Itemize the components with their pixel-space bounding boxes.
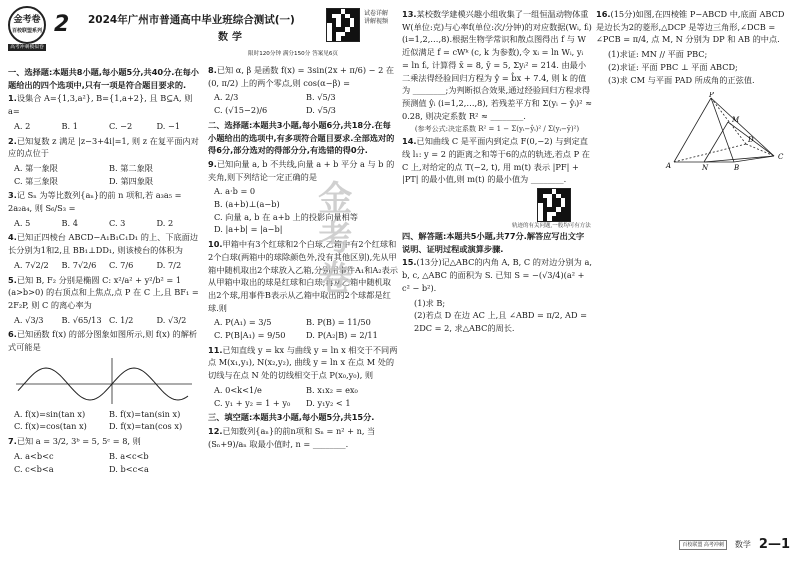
question-text: 已知数列{aₙ}的前n项和 Sₙ = n² + n, 当 (Sₙ+9)/aₙ 取最小值时, n = ________. [208, 425, 376, 449]
option-choice[interactable]: D. f(x)=tan(cos x) [109, 421, 183, 432]
question-number: 1. [8, 93, 17, 104]
question-number: 14. [402, 136, 417, 147]
logo [8, 6, 46, 44]
option-choice[interactable]: C. −2 [109, 120, 133, 131]
question [208, 344, 398, 382]
question [8, 135, 204, 160]
option-choice[interactable]: A. 第一象限 [14, 162, 58, 173]
column-1 [8, 64, 204, 477]
option-choice[interactable]: B. √5/3 [306, 92, 336, 103]
section-heading: 四、解答题:本题共5小题,共77分.解答应写出文字说明、证明过程或演算步骤. [402, 230, 585, 254]
figure-edge [711, 98, 734, 162]
vertex-label: C [778, 153, 784, 162]
options [14, 217, 204, 230]
question-text: (15分)如图,在四棱锥 P−ABCD 中,底面 ABCD 是边长为2的菱形,△DCP 是等边三角形,∠DCB = ∠PCB = π/4, 点 M, N 分别为 DP 和 AB 的中点. [596, 9, 785, 45]
option-choice[interactable]: D. 7/2 [156, 259, 182, 270]
option-choice[interactable]: C. (√15−2)/6 [214, 105, 268, 116]
vertex-label: D [748, 136, 754, 145]
options [14, 120, 204, 133]
question-number: 3. [8, 190, 17, 201]
question-text: 记 Sₙ 为等比数列{aₙ}的前 n 项和,若 a₃a₅ = 2a₂a₄, 则 S₆/S₃ = [8, 190, 182, 214]
option-choice[interactable]: C. 向量 a, b 在 a+b 上的投影向量相等 [214, 211, 358, 222]
subject-title: 数学 [218, 32, 246, 43]
qr-block [402, 188, 592, 228]
question-number: 6. [8, 329, 17, 340]
options [214, 316, 398, 341]
sub-question: (2)求证: 平面 PBC ⊥ 平面 ABCD; [608, 61, 738, 72]
exam-meta: 限时120分钟 满分150分 答案见6页 [248, 51, 339, 57]
logo-text: 金考卷 [13, 15, 41, 26]
question [208, 64, 398, 89]
option-choice[interactable]: C. f(x)=cos(tan x) [14, 421, 87, 432]
logo-subtext: 百校联盟系列 [11, 28, 42, 35]
question-number: 5. [8, 274, 17, 285]
question-number: 9. [208, 158, 217, 169]
option-choice[interactable]: B. f(x)=tan(sin x) [109, 408, 181, 419]
options [214, 91, 398, 116]
question-text: 已知 α, β 是函数 f(x) = 3sin(2x + π/6) − 2 在 (0, π/2) 上的两个零点,则 cos(α−β) = [208, 65, 395, 88]
question-text: 甲箱中有3个红球和2个白球,乙箱中有2个红球和2个白球(两箱中的球除颜色外,没有其他区别),先从甲箱中随机取出2个球放入乙箱,分别用事件A₁和A₂表示从甲箱中取出的球是红球和白球;再从乙箱中随机取出2个球,用事件B表示从乙箱中取出的2个球都是红球.则 [208, 239, 398, 313]
qr-note: 试卷详解 讲解视频 [364, 10, 389, 25]
option-choice[interactable]: D. 2 [156, 217, 174, 228]
question [8, 328, 204, 353]
question-text: 设集合 A={1,3,a²}, B={1,a+2}, 且 B⊆A, 则 a= [8, 93, 193, 117]
option-choice[interactable]: A. 5 [14, 217, 31, 228]
option-choice[interactable]: B. 1 [61, 120, 78, 131]
pyramid-figure [596, 92, 786, 172]
question-text: 已知曲线 C 是平面内到定点 F(0,−2) 与到定直线 l₁: y = 2 的距离之和等于6的点的轨迹,若点 P 在 C 上,对给定的点 T(−2, t), 用 m(t) 表示 |PF| + |PT| 的最小值,则 m(t) 的最小值为 ________. [402, 136, 590, 185]
question [208, 238, 398, 314]
seal-label: 高考冲刺模拟卷 [8, 44, 46, 51]
option-choice[interactable]: C. y₁ + y₂ = 1 + y₀ [214, 397, 291, 408]
question-number: 7. [8, 436, 17, 447]
footer-brand: 百校联盟 高考冲刺 [679, 540, 727, 550]
question-text: 已知直线 y = kx 与曲线 y = ln x 相交于不同两点 M(x₁,y₁), N(x₂,y₂), 曲线 y = ln x 在点 M 处的切线与在点 N 处的切线相交于点 P(x₀,y₀), 则 [208, 344, 398, 381]
question-number: 11. [208, 344, 223, 355]
page-header [8, 6, 398, 62]
question-number: 12. [208, 425, 223, 436]
option-choice[interactable]: D. P(A₂|B) = 2/11 [306, 330, 378, 341]
option-choice[interactable]: B. 7√2/6 [61, 259, 97, 270]
figure-edge [711, 98, 774, 156]
option-choice[interactable]: B. a<c<b [109, 450, 149, 461]
vertex-label: P [709, 92, 714, 100]
question-text: 已知函数 f(x) 的部分图象如图所示,则 f(x) 的解析式可能是 [8, 329, 198, 353]
section-heading: 一、选择题:本题共8小题,每小题5分,共40分.在每小题给出的四个选项中,只有一项是符合题目要求的. [8, 67, 199, 90]
option-choice[interactable]: D. b<c<a [109, 463, 149, 474]
vertex-label: B [734, 164, 740, 173]
option-choice[interactable]: D. 第四象限 [109, 175, 154, 186]
option-choice[interactable]: D. |a+b| = |a−b| [214, 224, 283, 235]
option-choice[interactable]: D. −1 [156, 120, 181, 131]
sub-question: (2)若点 D 在边 AC 上,且 ∠ABD = π/2, AD = 2DC = 2, 求△ABC的周长. [414, 310, 587, 333]
option-choice[interactable]: A. √3/3 [14, 314, 44, 325]
question-number: 8. [208, 65, 217, 75]
question-number: 13. [402, 9, 417, 19]
option-choice[interactable]: C. P(B|A₁) = 9/50 [214, 330, 286, 341]
options [14, 314, 204, 327]
option-choice[interactable]: A. a·b = 0 [214, 186, 256, 197]
vertex-label: N [702, 164, 709, 173]
option-choice[interactable]: D. y₁y₂ < 1 [306, 397, 351, 408]
question-number: 10. [208, 239, 223, 250]
question [596, 8, 794, 46]
options [14, 162, 204, 187]
figure-edge [674, 98, 711, 162]
options [214, 384, 398, 409]
options [14, 259, 204, 272]
question [402, 256, 592, 294]
section-heading: 三、填空题:本题共3小题,每小题5分,共15分. [208, 412, 375, 423]
formula-note: (参考公式:决定系数 R² = 1 − Σ(yᵢ−ŷᵢ)² / Σ(yᵢ−ȳ)²) [414, 125, 580, 134]
column-3 [402, 8, 592, 335]
page-number: 2—1 [758, 536, 790, 552]
question-number: 15. [402, 257, 417, 268]
question [208, 158, 398, 183]
qr-caption: 轨迹的有关问题,一般均可有方法 [512, 222, 591, 229]
question-text: 已知正四棱台 ABCD−A₁B₁C₁D₁ 的上、下底面边长分别为1和2,且 BB₁⊥DD₁, 则该棱台的体积为 [8, 232, 199, 256]
options [14, 408, 204, 433]
question-number: 2. [8, 135, 17, 146]
sub-question: (1)求证: MN // 平面 PBC; [608, 49, 708, 60]
qr-code-icon[interactable] [326, 8, 360, 42]
vertex-label: M [732, 116, 740, 125]
option-choice[interactable]: A. P(A₁) = 3/5 [214, 317, 272, 328]
function-graph [16, 356, 196, 406]
question [402, 135, 592, 186]
option-choice[interactable]: C. c<b<a [14, 463, 54, 474]
question-text: 某校数学建模兴趣小组收集了一组恒温动物体重W(单位:克)与心率f(单位:次/分钟)的对应数据(Wᵢ, fᵢ)(i=1,2,…,8).根据生物学常识和散点图得出 f 与 W 近似满足 f = cWᵏ (c, k 为参数),令 xᵢ = ln Wᵢ, yᵢ = ln fᵢ, 计算得 x̄ = 8, ȳ = 5, Σyᵢ² = 214. 由最小二乘法得经验回归方程为 ŷ = b̂x + 7.4, 则 k 的值为 ________;为判断拟合效果,通过经验回归方程求得预测值 ŷᵢ (i=1,2,…,8), 若残差平方和 Σ(yᵢ − ŷᵢ)² ≈ 0.28, 则决定系数 R² ≈ ________. [402, 9, 592, 121]
question [8, 92, 204, 117]
page-footer [679, 535, 790, 555]
question [208, 425, 398, 450]
question-number: 16. [596, 9, 611, 19]
question-text: (13分)记△ABC的内角 A, B, C 的对边分别为 a, b, c, △ABC 的面积为 S. 已知 S = −(√3/4)(a² + c² − b²). [402, 257, 592, 293]
figure-edge [704, 122, 728, 162]
option-choice[interactable]: A. 7√2/2 [14, 259, 49, 270]
option-choice[interactable]: B. 第二象限 [109, 162, 153, 173]
question [8, 231, 204, 256]
question-text: 已知 a = 3/2, 3ᵇ = 5, 5ᶜ = 8, 则 [16, 436, 141, 447]
question [8, 435, 204, 448]
sub-question: (1)求 B; [414, 297, 446, 308]
question [8, 189, 204, 214]
option-choice[interactable]: A. 0<k<1/e [214, 384, 262, 395]
option-choice[interactable]: C. 7/6 [109, 259, 134, 270]
vertex-label: A [666, 162, 672, 171]
option-choice[interactable]: A. 2 [14, 120, 31, 131]
question-text: 已知向量 a, b 不共线,向量 a + b 平分 a 与 b 的夹角,则下列结论一定正确的是 [208, 158, 395, 182]
option-choice[interactable]: C. 1/2 [109, 314, 134, 325]
watermark: 金考卷 [311, 180, 352, 300]
question-number: 4. [8, 232, 17, 243]
option-choice[interactable]: D. √3/2 [156, 314, 187, 325]
option-choice[interactable]: A. a<b<c [14, 450, 54, 461]
option-choice[interactable]: D. √5/3 [306, 105, 336, 116]
footer-subject: 数学 [734, 539, 751, 549]
paper-title: 2024年广州市普通高中毕业班综合测试(一) [88, 14, 295, 26]
question-text: 已知复数 z 满足 |z−3+4i|=1, 则 z 在复平面内对应的点位于 [8, 135, 199, 159]
question-text: 已知 B, F₂ 分别是椭圆 C: x²/a² + y²/b² = 1 (a>b>0) 的右顶点和上焦点,点 P 在 C 上,且 BF₁ = 2F₂P, 则 C 的离心率为 [8, 274, 199, 310]
option-choice[interactable]: B. (a+b)⊥(a−b) [214, 199, 280, 210]
section-heading: 二、选择题:本题共3小题,每小题6分,共18分.在每小题给出的选项中,有多项符合题目要求.全部选对的得6分,部分选对的得部分分,有选错的得0分. [208, 119, 395, 156]
column-2 [208, 64, 398, 452]
options [14, 450, 204, 475]
option-choice[interactable]: B. P(B) = 11/50 [306, 317, 371, 328]
options [214, 185, 398, 236]
sub-question: (3)求 CM 与平面 PAD 所成角的正弦值. [608, 74, 755, 85]
option-choice[interactable]: B. 4 [61, 217, 78, 228]
option-choice[interactable]: B. √65/13 [61, 314, 102, 325]
question [8, 274, 204, 312]
paper-number: 2 [54, 12, 70, 37]
option-choice[interactable]: A. 2/3 [214, 92, 239, 103]
option-choice[interactable]: B. x₁x₂ = ex₀ [306, 384, 358, 395]
option-choice[interactable]: C. 3 [109, 217, 126, 228]
option-choice[interactable]: C. 第三象限 [14, 175, 58, 186]
option-choice[interactable]: A. f(x)=sin(tan x) [14, 408, 86, 419]
column-4 [596, 8, 794, 172]
question [402, 8, 592, 122]
figure-edge [711, 98, 746, 144]
qr-code-icon[interactable] [537, 188, 571, 222]
